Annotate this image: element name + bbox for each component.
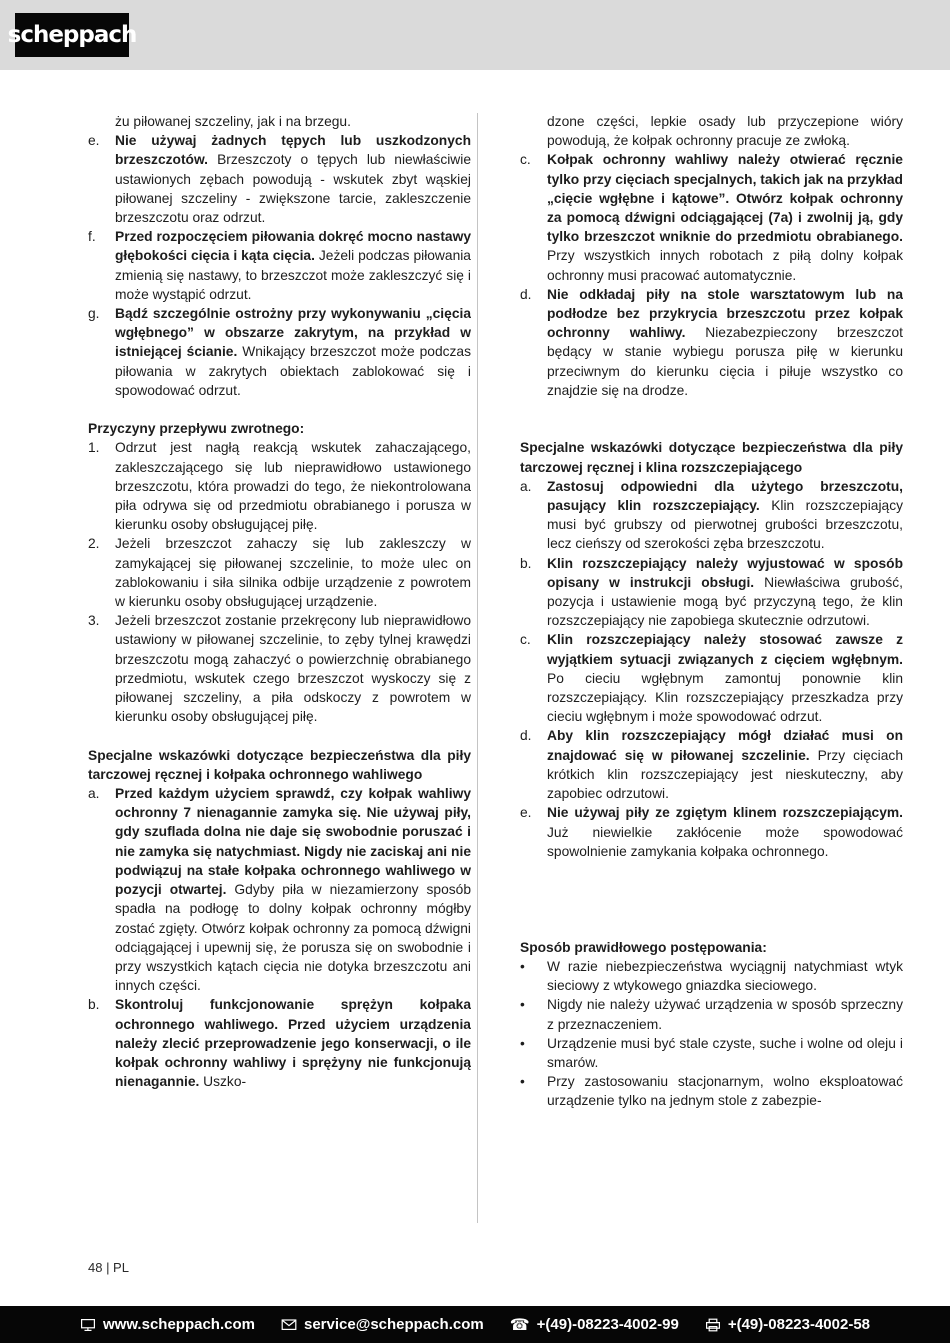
list-item-text: W razie niebezpieczeństwa wyciągnij natychmiast wtyk sieciowy z wtykowego gniazdka sieciowego. bbox=[547, 958, 903, 994]
list-item bbox=[520, 1072, 903, 1110]
envelope-icon bbox=[281, 1318, 297, 1331]
monitor-icon bbox=[80, 1318, 96, 1332]
column-right bbox=[520, 112, 903, 1252]
list-item bbox=[520, 957, 903, 995]
spacer bbox=[88, 726, 471, 745]
section-heading: Specjalne wskazówki dotyczące bezpieczeństwa dla piły tarczowej ręcznej i klina rozszczepiającego bbox=[520, 440, 903, 475]
list-marker: a. bbox=[88, 786, 100, 802]
footer-phone bbox=[510, 1316, 679, 1333]
spacer bbox=[520, 861, 903, 938]
indent bbox=[520, 112, 547, 150]
list-item bbox=[520, 995, 903, 1033]
fax-text: +(49)-08223-4002-58 bbox=[727, 1316, 871, 1333]
column-left bbox=[88, 112, 471, 1252]
footer-website bbox=[80, 1316, 255, 1333]
footer-fax bbox=[705, 1316, 870, 1333]
page-number: 48 | PL bbox=[88, 1260, 129, 1275]
list-marker: • bbox=[520, 1074, 525, 1090]
footer-email bbox=[281, 1316, 484, 1333]
list-item bbox=[88, 534, 471, 611]
list-item bbox=[520, 150, 903, 284]
list-marker: b. bbox=[88, 997, 100, 1013]
list-item bbox=[88, 611, 471, 726]
list-item-text: Nigdy nie należy używać urządzenia w sposób sprzeczny z przeznaczeniem. bbox=[547, 997, 903, 1032]
list-item-text: Urządzenie musi być stale czyste, suche i wolne od oleju i smarów. bbox=[547, 1035, 903, 1070]
list-item bbox=[520, 554, 903, 631]
list-item-text: Nie używaj piły ze zgiętym klinem rozszczepiającym. Już niewielkie zakłócenie może spowodować spowolnienie zamykania kołpaka ochronnego. bbox=[547, 805, 903, 859]
list-marker: c. bbox=[520, 632, 531, 648]
spacer bbox=[520, 400, 903, 438]
list-marker: 3. bbox=[88, 613, 100, 629]
footer-bar bbox=[0, 1306, 950, 1343]
list-marker: f. bbox=[88, 229, 96, 245]
list-item bbox=[520, 630, 903, 726]
header-bar bbox=[0, 0, 950, 70]
list-item-text: Kołpak ochronny wahliwy należy otwierać ręcznie tylko przy cięciach specjalnych, takich jak na przykład „cięcie wgłębne i kątowe”. Otwórz kołpak ochronny za pomocą dźwigni odciągającej (7a) i zwolnij ją, gdy tylko brzeszczot wniknie do przedmiotu obrabianego. Przy wszystkich innych robotach z piłą dolny kołpak ochronny musi pracować automatycznie. bbox=[547, 152, 903, 283]
list-item bbox=[520, 1034, 903, 1072]
column-divider bbox=[477, 113, 478, 1223]
list-marker: d. bbox=[520, 286, 532, 302]
list-marker: • bbox=[520, 1035, 525, 1051]
list-item bbox=[88, 995, 471, 1091]
list-item-text: Przed każdym użyciem sprawdź, czy kołpak wahliwy ochronny 7 nienagannie zamyka się. Nie używaj piły, gdy szuflada dolna nie daje się swobodnie poruszać i nie zamyka się natychmiast. Nigdy nie zaciskaj ani nie podwiązuj na stałe kołpaka ochronnego wahliwego w pozycji otwartej. Gdyby piła w niezamierzony sposób spadła na podłogę to dolny kołpak ochronny mógłby zostać zgięty. Otwórz kołpak ochronny za pomocą dźwigni odciągającej i upewnij się, że porusza się on swobodnie i przy wszystkich kątach cięcia nie dotyka brzeszczotu ani innych części. bbox=[115, 786, 471, 994]
list-item bbox=[88, 784, 471, 995]
list-item bbox=[520, 477, 903, 554]
list-item-text: Zastosuj odpowiedni dla użytego brzeszczotu, pasujący klin rozszczepiający. Klin rozszczepiający musi być grubszy od pierwotnej grubości brzeszczotu, lecz cieńszy od szerokości zęba brzeszczotu. bbox=[547, 478, 903, 552]
phone-text: +(49)-08223-4002-99 bbox=[536, 1316, 679, 1333]
list-item-text: Klin rozszczepiający należy wyjustować w sposób opisany w instrukcji obsługi. Niewłaściwa grubość, pozycja i ustawienie mogą być przyczyną tego, że klin rozszczepiający nie zapobiega skutecznie odrzutowi. bbox=[547, 555, 903, 629]
paragraph bbox=[520, 112, 903, 150]
list-item-text: Jeżeli brzeszczot zahaczy się lub zakleszczy w zamykającej się piłowanej szczelinie, to może ulec on zablokowaniu i siła silnika odbije urządzenie z powrotem w kierunku osoby obsługującej urządzenie. bbox=[115, 536, 471, 610]
paragraph-text: dzone części, lepkie osady lub przyczepione wióry powodują, że kołpak ochronny pracuje ze zwłoką. bbox=[547, 114, 903, 149]
list-item-text: Nie używaj żadnych tępych lub uszkodzonych brzeszczotów. Brzeszczoty o tępych lub niewłaściwie ustawionych zębach powodują - wskutek zbyt wąskiej piłowanej szczeliny - zwiększone tarcie, zakleszczenie brzeszczotu oraz odrzut. bbox=[115, 133, 471, 226]
list-item bbox=[88, 131, 471, 227]
list-item-text: Skontroluj funkcjonowanie sprężyn kołpaka ochronnego wahliwego. Przed użyciem urządzenia należy zlecić przeprowadzenie jego konserwacji, o ile kołpak ochronny wahliwy i sprężyny nie funkcjonują nienagannie. Uszko- bbox=[115, 997, 471, 1090]
list-item-text: Przed rozpoczęciem piłowania dokręć mocno nastawy głębokości cięcia i kąta cięcia. Jeżeli podczas piłowania zmienią się nastawy, to brzeszczot może zakleszczyć się i może wystąpić odrzut. bbox=[115, 229, 471, 302]
list-item bbox=[88, 438, 471, 534]
list-item bbox=[520, 803, 903, 861]
list-item-text: Jeżeli brzeszczot zostanie przekręcony lub nieprawidłowo ustawiony w piłowanej szczelinie, to zęby tylnej krawędzi brzeszczotu mogą zahaczyć o powierzchnię obrabianego przedmiotu, wskutek czego brzeszczot wyskoczy się z piłowanej szczeliny, a piła odskoczy z powrotem w kierunku osoby obsługującej piłę. bbox=[115, 613, 471, 725]
section-heading: Sposób prawidłowego postępowania: bbox=[520, 939, 767, 955]
list-marker: 2. bbox=[88, 536, 100, 552]
list-marker: g. bbox=[88, 306, 100, 322]
list-item-text: Przy zastosowaniu stacjonarnym, wolno eksploatować urządzenie tylko na jednym stole z zabezpie- bbox=[547, 1074, 903, 1109]
email-text: service@scheppach.com bbox=[303, 1316, 484, 1333]
list-item-text: Aby klin rozszczepiający mógł działać musi on znajdować się w piłowanej szczelinie. Przy cięciach krótkich klin rozszczepiający jest nieskuteczny, aby zapobiec odrzutowi. bbox=[547, 728, 903, 802]
list-item-text: Klin rozszczepiający należy stosować zawsze z wyjątkiem sytuacji związanych z cięciem wgłębnym. Po cieciu wgłębnym zamontuj ponownie klin rozszczepiający. Klin rozszczepiający przeszkadza przy cieciu wgłębnym i może spowodować odrzut. bbox=[547, 632, 903, 725]
list-item-text: Bądź szczególnie ostrożny przy wykonywaniu „cięcia wgłębnego” w obszarze zakrytym, na przykład w istniejącej ścianie. Wnikający brzeszczot może podczas piłowania w zakrytych obiektach zablokować się i spowodować odrzut. bbox=[115, 306, 471, 398]
list-item bbox=[88, 304, 471, 400]
section-heading: Przyczyny przepływu zwrotnego: bbox=[88, 421, 305, 437]
scheppach-logo: scheppach bbox=[15, 13, 129, 57]
spacer bbox=[88, 400, 471, 419]
list-marker: a. bbox=[520, 478, 532, 494]
section-heading: Specjalne wskazówki dotyczące bezpieczeństwa dla piły tarczowej ręcznej i kołpaka ochronnego wahliwego bbox=[88, 747, 471, 782]
list-item-text: Nie odkładaj piły na stole warsztatowym lub na podłodze bez przykrycia brzeszczotu przez kołpak ochronny wahliwy. Niezabezpieczony brzeszczot będący w stanie wybiegu porusza piłę w kierunku przeciwnym do kierunku cięcia i piłuje wszystko co znajdzie się na drodze. bbox=[547, 286, 903, 398]
list-item bbox=[520, 285, 903, 400]
list-marker: • bbox=[520, 958, 525, 974]
list-marker: 1. bbox=[88, 440, 100, 456]
list-item-text: Odrzut jest nagłą reakcją wskutek zahaczającego, zakleszczającego się lub nieprawidłowo ustawionego brzeszczotu, która prowadzi do tego, że niekontrolowana piła odrywa się od przedmiotu obrabianego i porusza w kierunku osoby obsługującej piłę. bbox=[115, 440, 471, 533]
paragraph-text: żu piłowanej szczeliny, jak i na brzegu. bbox=[115, 114, 351, 129]
list-marker: c. bbox=[520, 152, 531, 168]
list-item bbox=[88, 227, 471, 304]
list-marker: b. bbox=[520, 555, 532, 571]
list-marker: e. bbox=[520, 805, 532, 821]
indent bbox=[88, 112, 115, 131]
phone-icon: ☎ bbox=[509, 1314, 530, 1334]
paragraph bbox=[88, 112, 471, 131]
list-marker: e. bbox=[88, 133, 100, 149]
list-item bbox=[520, 726, 903, 803]
list-marker: • bbox=[520, 997, 525, 1013]
fax-icon bbox=[705, 1318, 721, 1332]
list-marker: d. bbox=[520, 728, 532, 744]
website-text: www.scheppach.com bbox=[102, 1316, 255, 1333]
